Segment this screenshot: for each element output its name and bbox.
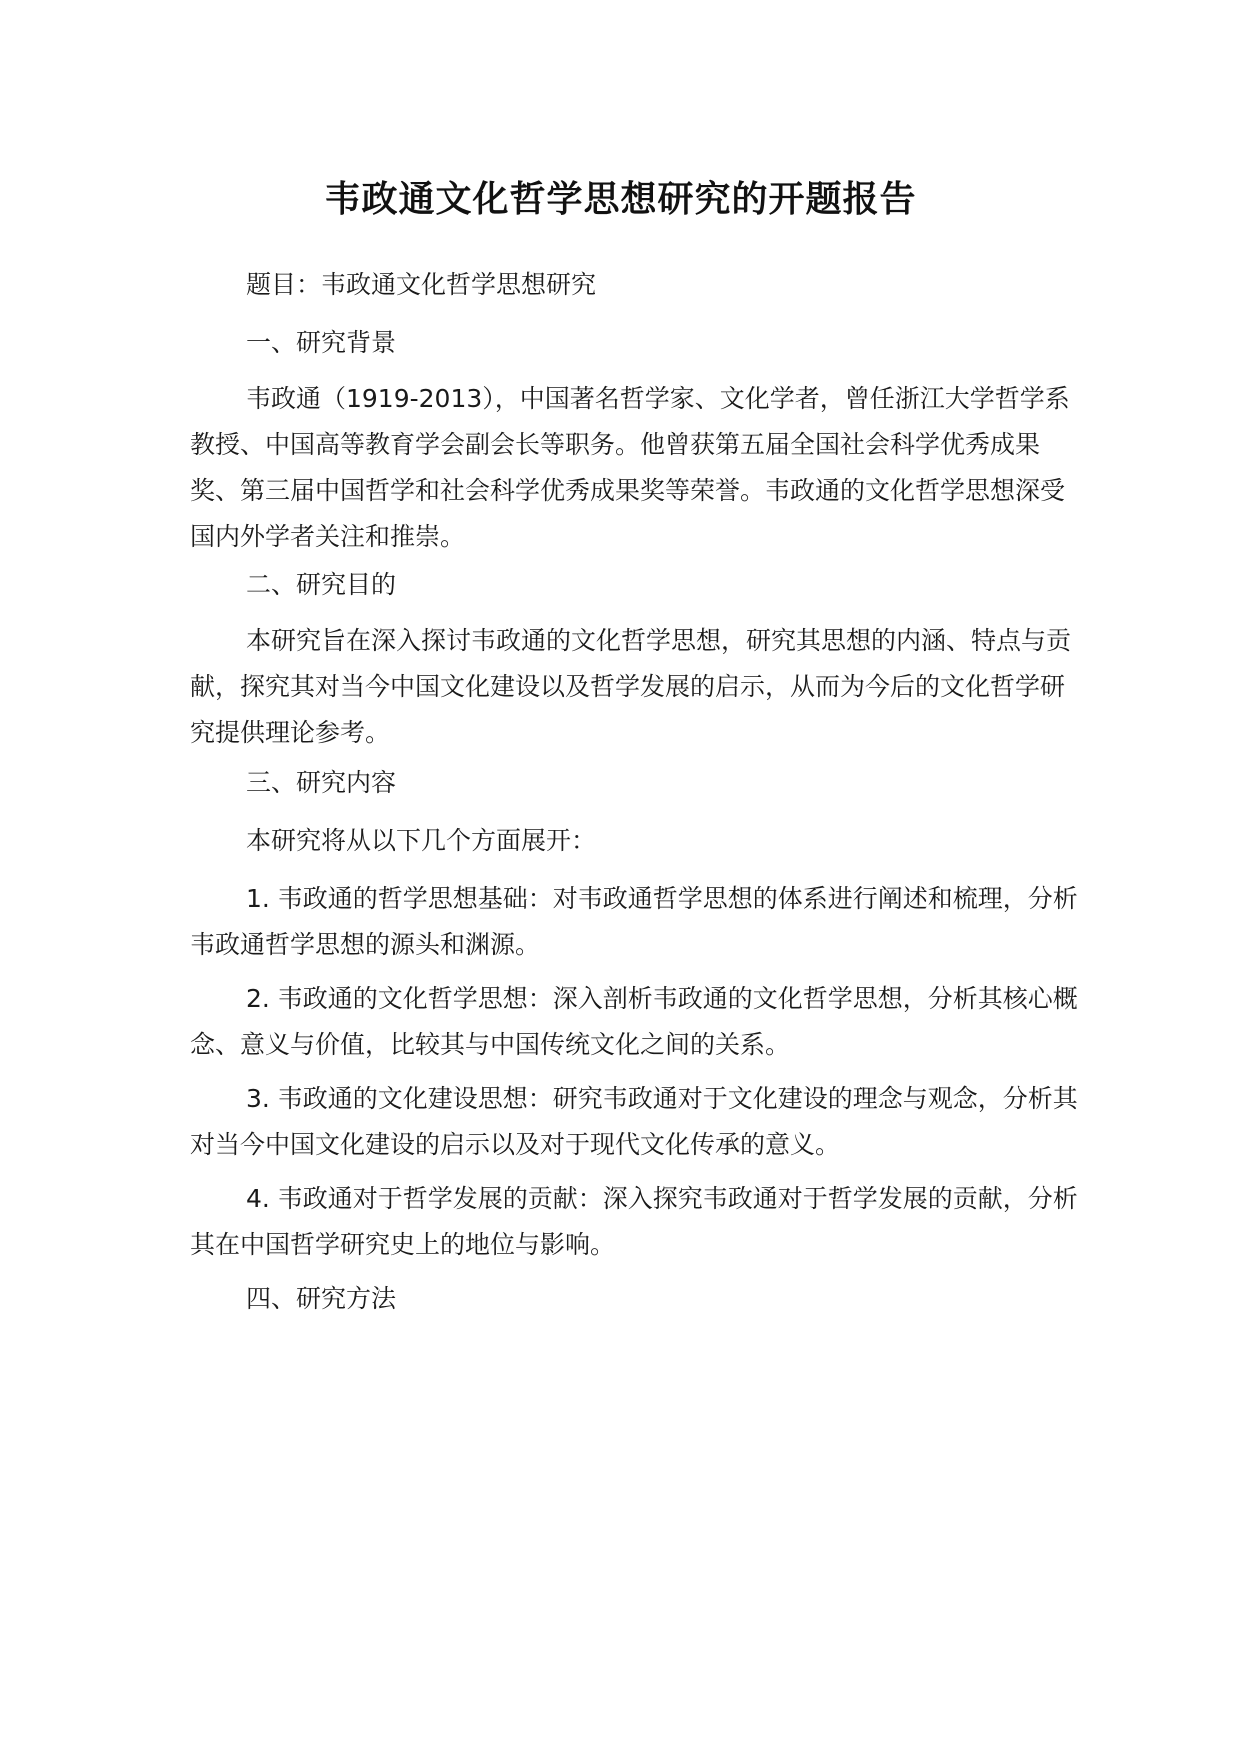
document-title: 韦政通文化哲学思想研究的开题报告 [324,179,917,220]
background-paragraph: 韦政通（1919-2013），中国著名哲学家、文化学者，曾任浙江大学哲学系教授、中国高等教育学会副会长等职务。他曾获第五届全国社会科学优秀成果奖、第三届中国哲学和社会科学优秀成果奖等荣誉。韦政通的文化哲学思想深受国内外学者关注和推崇。 [190,384,1070,551]
content-item-3: 3. 韦政通的文化建设思想：研究韦政通对于文化建设的理念与观念，分析其对当今中国文化建设的启示以及对于现代文化传承的意义。 [190,1084,1078,1159]
content-item-4: 4. 韦政通对于哲学发展的贡献：深入探究韦政通对于哲学发展的贡献，分析其在中国哲学研究史上的地位与影响。 [190,1184,1078,1259]
content-item-2: 2. 韦政通的文化哲学思想：深入剖析韦政通的文化哲学思想，分析其核心概念、意义与价值，比较其与中国传统文化之间的关系。 [190,984,1078,1059]
section-heading-purpose: 二、研究目的 [246,570,397,599]
section-heading-content: 三、研究内容 [246,768,397,797]
section-heading-method: 四、研究方法 [246,1284,397,1313]
purpose-paragraph: 本研究旨在深入探讨韦政通的文化哲学思想，研究其思想的内涵、特点与贡献，探究其对当今中国文化建设以及哲学发展的启示，从而为今后的文化哲学研究提供理论参考。 [190,626,1072,747]
section-heading-background: 一、研究背景 [246,328,397,357]
content-item-1: 1. 韦政通的哲学思想基础：对韦政通哲学思想的体系进行阐述和梳理，分析韦政通哲学思想的源头和渊源。 [190,884,1078,959]
topic-line: 题目：韦政通文化哲学思想研究 [246,270,597,299]
content-intro: 本研究将从以下几个方面展开： [246,826,597,855]
